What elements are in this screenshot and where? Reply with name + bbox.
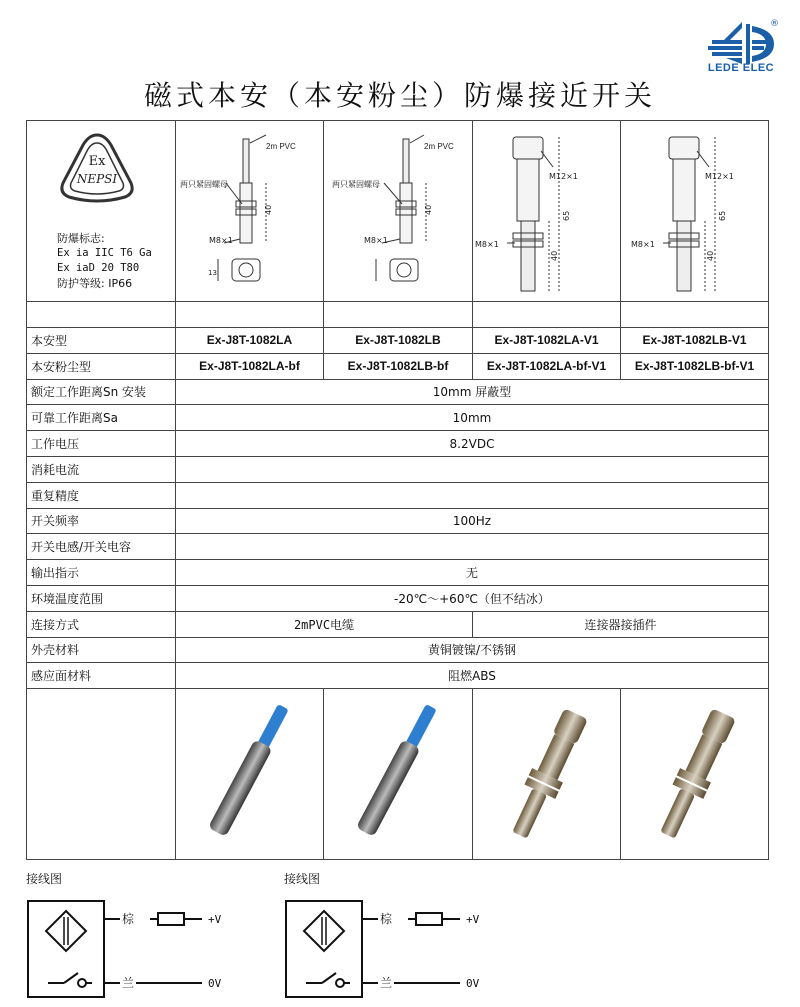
housing-label: 外壳材料 [27, 637, 176, 663]
thread-m12-label: M12×1 [549, 172, 578, 181]
housing-value: 黄铜镀镍/不锈钢 [176, 637, 769, 663]
dust-row [27, 353, 769, 379]
voltage-label: 工作电压 [27, 431, 176, 457]
thread-m8-label: M8×1 [631, 240, 655, 249]
photo-cable-a [176, 689, 324, 860]
indicator-row [27, 560, 769, 586]
connector-sensor-photo-icon [621, 689, 769, 859]
drawing-row [27, 121, 769, 302]
mark-gas: Ex ia IIC T6 Ga [57, 247, 152, 259]
cable-sensor-drawing [324, 121, 473, 301]
conn-row [27, 611, 769, 637]
zero-v-label: 0V [208, 977, 222, 990]
model-cell: Ex-J8T-1082LA-V1 [473, 328, 621, 354]
sn-label: 额定工作距离Sn 安装 [27, 379, 176, 405]
temp-value: -20℃～+60℃（但不结冰） [176, 585, 769, 611]
photo-cable-b [324, 689, 473, 860]
mark-label: 防爆标志: [57, 232, 105, 245]
current-row [27, 456, 769, 482]
conn-cable-value: 2mPVC电缆 [176, 611, 473, 637]
mark-dust: Ex iaD 20 T80 [57, 262, 140, 274]
registered-mark: ® [770, 19, 779, 29]
sn-value: 10mm 屏蔽型 [176, 379, 769, 405]
wiring-diagram-1 [26, 870, 276, 1007]
photo-empty-cell [27, 689, 176, 860]
current-label: 消耗电流 [27, 456, 176, 482]
dim-40-label: 40 [550, 250, 559, 261]
dim-40-label: 40 [264, 204, 273, 215]
nut-label: 两只紧固螺母 [332, 180, 380, 189]
face-row [27, 663, 769, 689]
cable-label: 2m PVC [266, 142, 296, 151]
spacer-row [27, 302, 769, 328]
sa-value: 10mm [176, 405, 769, 431]
dust-label: 本安粉尘型 [27, 353, 176, 379]
model-cell: Ex-J8T-1082LB-bf-V1 [621, 353, 769, 379]
temp-row [27, 585, 769, 611]
dim-65-label: 65 [718, 210, 727, 221]
protection-grade: 防护等级: IP66 [57, 277, 133, 290]
indicator-value: 无 [176, 560, 769, 586]
repeat-row [27, 482, 769, 508]
connector-sensor-drawing [473, 121, 621, 301]
dim-13-label: 13 [208, 269, 217, 277]
brown-wire-label: 棕 [380, 912, 393, 926]
brown-wire-label: 棕 [122, 912, 135, 926]
face-label: 感应面材料 [27, 663, 176, 689]
housing-row [27, 637, 769, 663]
freq-row [27, 508, 769, 534]
thread-label: M8×1 [209, 236, 233, 245]
page-title: 磁式本安（本安粉尘）防爆接近开关 [143, 79, 656, 112]
brand-name: LEDE ELEC [707, 62, 775, 74]
voltage-value: 8.2VDC [176, 431, 769, 457]
nepsi-badge-icon [57, 131, 137, 211]
conn-label: 连接方式 [27, 611, 176, 637]
blue-wire-label: 兰 [122, 976, 135, 990]
cable-sensor-photo-icon [176, 689, 324, 859]
temp-label: 环境温度范围 [27, 585, 176, 611]
model-cell: Ex-J8T-1082LA [176, 328, 324, 354]
model-cell: Ex-J8T-1082LB [324, 328, 473, 354]
model-cell: Ex-J8T-1082LA-bf [176, 353, 324, 379]
drawing-cable-a [176, 121, 324, 302]
thread-m12-label: M12×1 [705, 172, 734, 181]
voltage-row [27, 431, 769, 457]
drawing-connector-a [473, 121, 621, 302]
drawing-cable-b [324, 121, 473, 302]
photo-row [27, 689, 769, 860]
repeat-value [176, 482, 769, 508]
intrinsic-row [27, 328, 769, 354]
blue-wire-label: 兰 [380, 976, 393, 990]
current-value [176, 456, 769, 482]
intrinsic-label: 本安型 [27, 328, 176, 354]
model-cell: Ex-J8T-1082LA-bf-V1 [473, 353, 621, 379]
lc-value [176, 534, 769, 560]
wiring-schematic-icon [284, 893, 534, 1003]
dim-40-label: 40 [706, 250, 715, 261]
zero-v-label: 0V [466, 977, 480, 990]
cable-sensor-photo-icon [324, 689, 473, 859]
plus-v-label: +V [208, 913, 222, 926]
conn-plug-value: 连接器接插件 [473, 611, 769, 637]
cable-sensor-drawing [176, 121, 324, 301]
model-cell: Ex-J8T-1082LB-V1 [621, 328, 769, 354]
face-value: 阻燃ABS [176, 663, 769, 689]
wiring-caption: 接线图 [26, 872, 63, 886]
lc-label: 开关电感/开关电容 [27, 534, 176, 560]
freq-label: 开关频率 [27, 508, 176, 534]
photo-connector-b [621, 689, 769, 860]
badge-nepsi-text: NEPSI [76, 172, 118, 186]
photo-connector-a [473, 689, 621, 860]
dim-40-label: 40 [424, 204, 433, 215]
spec-table [26, 120, 769, 860]
indicator-label: 输出指示 [27, 560, 176, 586]
ex-marking-block [57, 231, 152, 291]
lc-row [27, 534, 769, 560]
freq-value: 100Hz [176, 508, 769, 534]
repeat-label: 重复精度 [27, 482, 176, 508]
plus-v-label: +V [466, 913, 480, 926]
sn-row [27, 379, 769, 405]
thread-m8-label: M8×1 [475, 240, 499, 249]
wiring-caption: 接线图 [284, 872, 321, 886]
cable-label: 2m PVC [424, 142, 454, 151]
sa-label: 可靠工作距离Sa [27, 405, 176, 431]
badge-ex-text: Ex [88, 154, 106, 169]
wiring-diagram-2 [284, 870, 534, 1007]
model-cell: Ex-J8T-1082LB-bf [324, 353, 473, 379]
thread-label: M8×1 [364, 236, 388, 245]
drawing-connector-b [621, 121, 769, 302]
wiring-schematic-icon [26, 893, 276, 1003]
connector-sensor-drawing [621, 121, 769, 301]
certification-cell [27, 121, 176, 302]
connector-sensor-photo-icon [473, 689, 621, 859]
nut-label: 两只紧固螺母 [180, 180, 228, 189]
dim-65-label: 65 [562, 210, 571, 221]
sa-row [27, 405, 769, 431]
